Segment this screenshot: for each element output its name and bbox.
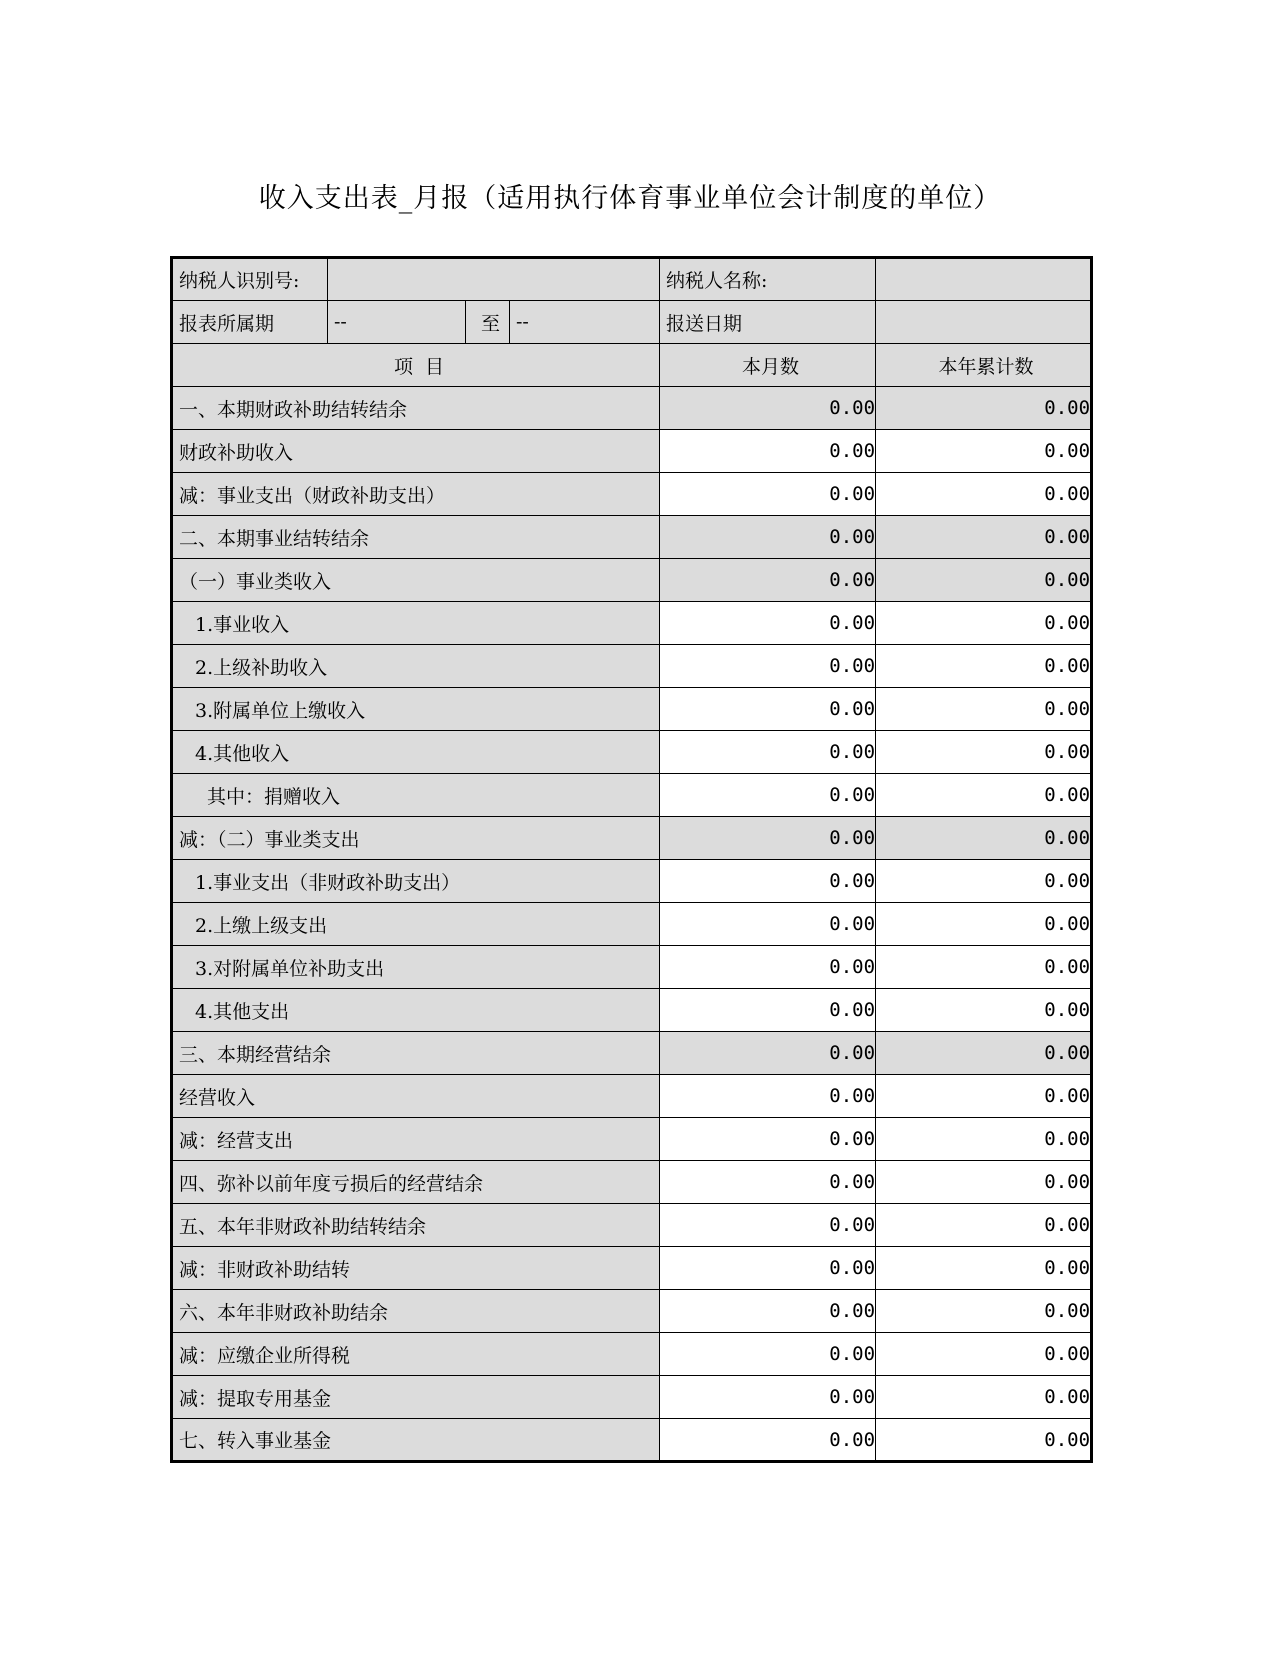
row-year-value[interactable]: 0.00 <box>876 1075 1092 1118</box>
row-month-value[interactable]: 0.00 <box>660 645 876 688</box>
row-label: 减：（二）事业类支出 <box>172 817 660 860</box>
row-month-value[interactable]: 0.00 <box>660 1204 876 1247</box>
row-month-value[interactable]: 0.00 <box>660 1161 876 1204</box>
row-month-value[interactable]: 0.00 <box>660 1118 876 1161</box>
row-year-value[interactable]: 0.00 <box>876 774 1092 817</box>
row-year-value[interactable]: 0.00 <box>876 1290 1092 1333</box>
row-label: 减：非财政补助结转 <box>172 1247 660 1290</box>
row-month-value[interactable]: 0.00 <box>660 989 876 1032</box>
table-row <box>172 387 1092 430</box>
period-from-field[interactable]: -- <box>328 301 466 344</box>
taxpayer-name-label: 纳税人名称: <box>660 258 876 301</box>
table-row <box>172 1333 1092 1376</box>
row-year-value[interactable]: 0.00 <box>876 645 1092 688</box>
row-label: 2.上级补助收入 <box>172 645 660 688</box>
row-month-value[interactable]: 0.00 <box>660 946 876 989</box>
row-year-value[interactable]: 0.00 <box>876 1161 1092 1204</box>
row-year-value[interactable]: 0.00 <box>876 1419 1092 1462</box>
table-row <box>172 1161 1092 1204</box>
row-month-value[interactable]: 0.00 <box>660 903 876 946</box>
row-year-value[interactable]: 0.00 <box>876 473 1092 516</box>
column-header-item: 项 目 <box>172 344 660 387</box>
row-label: 减：提取专用基金 <box>172 1376 660 1419</box>
row-year-value[interactable]: 0.00 <box>876 1333 1092 1376</box>
row-label: 七、转入事业基金 <box>172 1419 660 1462</box>
row-year-value[interactable]: 0.00 <box>876 1247 1092 1290</box>
column-header-year: 本年累计数 <box>876 344 1092 387</box>
report-title: 收入支出表_月报（适用执行体育事业单位会计制度的单位） <box>258 183 1002 214</box>
row-label: 1.事业支出（非财政补助支出） <box>172 860 660 903</box>
table-row <box>172 989 1092 1032</box>
submit-date-label: 报送日期 <box>660 301 876 344</box>
row-month-value[interactable]: 0.00 <box>660 1376 876 1419</box>
column-header-row <box>172 344 1092 387</box>
row-month-value[interactable]: 0.00 <box>660 774 876 817</box>
row-label: 六、本年非财政补助结余 <box>172 1290 660 1333</box>
row-label: （一）事业类收入 <box>172 559 660 602</box>
row-month-value[interactable]: 0.00 <box>660 1419 876 1462</box>
row-month-value[interactable]: 0.00 <box>660 473 876 516</box>
row-label: 3.对附属单位补助支出 <box>172 946 660 989</box>
row-label: 减：事业支出（财政补助支出） <box>172 473 660 516</box>
table-row <box>172 946 1092 989</box>
period-to-field[interactable]: -- <box>510 301 660 344</box>
row-month-value[interactable]: 0.00 <box>660 1075 876 1118</box>
row-month-value: 0.00 <box>660 559 876 602</box>
table-row <box>172 688 1092 731</box>
table-row <box>172 1075 1092 1118</box>
row-label: 2.上缴上级支出 <box>172 903 660 946</box>
row-year-value[interactable]: 0.00 <box>876 1118 1092 1161</box>
row-year-value[interactable]: 0.00 <box>876 1204 1092 1247</box>
table-row <box>172 817 1092 860</box>
row-month-value[interactable]: 0.00 <box>660 860 876 903</box>
row-label: 3.附属单位上缴收入 <box>172 688 660 731</box>
table-row <box>172 1419 1092 1462</box>
row-month-value: 0.00 <box>660 1032 876 1075</box>
row-label: 1.事业收入 <box>172 602 660 645</box>
taxpayer-name-field[interactable] <box>876 258 1092 301</box>
table-row <box>172 1204 1092 1247</box>
row-year-value[interactable]: 0.00 <box>876 989 1092 1032</box>
table-row <box>172 1247 1092 1290</box>
row-month-value: 0.00 <box>660 387 876 430</box>
taxpayer-id-field[interactable] <box>328 258 660 301</box>
row-label: 经营收入 <box>172 1075 660 1118</box>
row-year-value[interactable]: 0.00 <box>876 946 1092 989</box>
table-row <box>172 430 1092 473</box>
period-to-label: 至 <box>466 301 510 344</box>
row-label: 五、本年非财政补助结转结余 <box>172 1204 660 1247</box>
row-label: 三、本期经营结余 <box>172 1032 660 1075</box>
row-month-value[interactable]: 0.00 <box>660 731 876 774</box>
row-month-value[interactable]: 0.00 <box>660 1290 876 1333</box>
row-year-value: 0.00 <box>876 1032 1092 1075</box>
row-year-value[interactable]: 0.00 <box>876 860 1092 903</box>
row-label: 二、本期事业结转结余 <box>172 516 660 559</box>
row-label: 财政补助收入 <box>172 430 660 473</box>
row-label: 减：经营支出 <box>172 1118 660 1161</box>
taxpayer-row <box>172 258 1092 301</box>
row-month-value[interactable]: 0.00 <box>660 602 876 645</box>
row-label: 4.其他支出 <box>172 989 660 1032</box>
income-expense-table <box>170 256 1093 1463</box>
period-row <box>172 301 1092 344</box>
row-month-value[interactable]: 0.00 <box>660 688 876 731</box>
table-row <box>172 860 1092 903</box>
row-year-value: 0.00 <box>876 559 1092 602</box>
table-row <box>172 774 1092 817</box>
row-year-value[interactable]: 0.00 <box>876 688 1092 731</box>
row-label: 4.其他收入 <box>172 731 660 774</box>
table-row <box>172 559 1092 602</box>
row-year-value: 0.00 <box>876 817 1092 860</box>
taxpayer-id-label: 纳税人识别号: <box>172 258 328 301</box>
row-month-value[interactable]: 0.00 <box>660 430 876 473</box>
row-year-value[interactable]: 0.00 <box>876 602 1092 645</box>
column-header-month: 本月数 <box>660 344 876 387</box>
table-row <box>172 473 1092 516</box>
row-year-value: 0.00 <box>876 516 1092 559</box>
row-month-value[interactable]: 0.00 <box>660 1247 876 1290</box>
row-year-value: 0.00 <box>876 387 1092 430</box>
row-month-value: 0.00 <box>660 516 876 559</box>
period-label: 报表所属期 <box>172 301 328 344</box>
submit-date-field[interactable] <box>876 301 1092 344</box>
row-year-value[interactable]: 0.00 <box>876 903 1092 946</box>
table-row <box>172 1032 1092 1075</box>
row-label: 减：应缴企业所得税 <box>172 1333 660 1376</box>
row-label: 一、本期财政补助结转结余 <box>172 387 660 430</box>
row-label: 其中：捐赠收入 <box>172 774 660 817</box>
row-month-value: 0.00 <box>660 817 876 860</box>
table-row <box>172 516 1092 559</box>
table-row <box>172 645 1092 688</box>
row-month-value[interactable]: 0.00 <box>660 1333 876 1376</box>
row-label: 四、弥补以前年度亏损后的经营结余 <box>172 1161 660 1204</box>
table-row <box>172 1118 1092 1161</box>
table-row <box>172 731 1092 774</box>
table-row <box>172 1290 1092 1333</box>
table-row <box>172 1376 1092 1419</box>
row-year-value[interactable]: 0.00 <box>876 1376 1092 1419</box>
table-row <box>172 602 1092 645</box>
row-year-value[interactable]: 0.00 <box>876 430 1092 473</box>
table-row <box>172 903 1092 946</box>
row-year-value[interactable]: 0.00 <box>876 731 1092 774</box>
